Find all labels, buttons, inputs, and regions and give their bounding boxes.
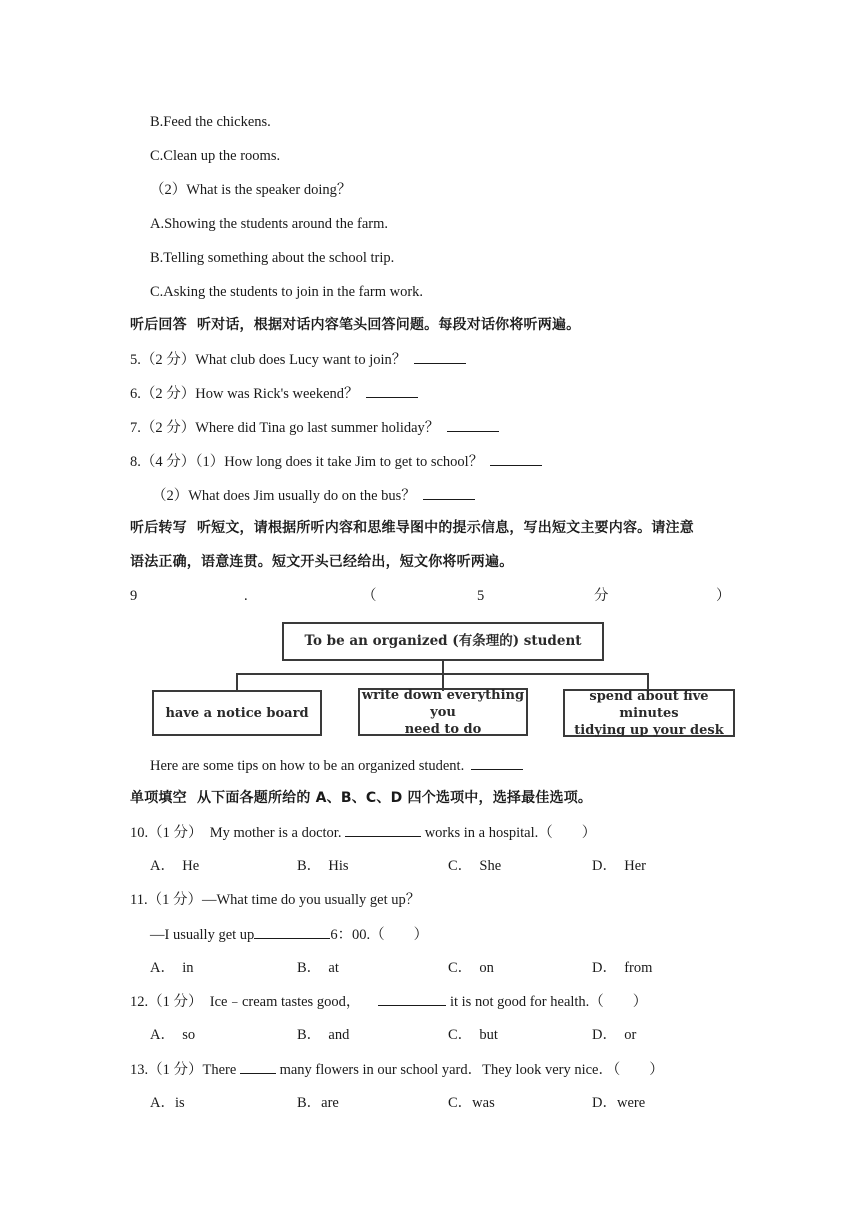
section-heading-retell-line2: 语法正确，语意连贯。短文开头已经给出，短文你将听两遍。 [130, 554, 514, 570]
q11-option-b[interactable]: B． at [297, 960, 339, 976]
q2-option-b: B.Telling something about the school trip. [150, 250, 395, 266]
answer-blank-8-2[interactable] [423, 485, 475, 500]
mind-map-root: To be an organized (有条理的) student [282, 622, 604, 661]
answer-blank-13[interactable] [240, 1059, 276, 1074]
section-heading-choice: 单项填空 从下面各题所给的 A、B、C、D 四个选项中，选择最佳选项。 [130, 790, 593, 806]
question-13-post: many flowers in our school yard．They look very nice．（ ） [279, 1062, 664, 1078]
answer-blank-9[interactable] [471, 755, 523, 770]
question-8-2 [152, 485, 475, 506]
question-9-number: 9 [130, 588, 138, 604]
question-12-post: it is not good for health.（ ） [446, 994, 648, 1010]
q12-option-a[interactable]: A． so [150, 1027, 196, 1043]
question-9-paren-right: ） [716, 588, 731, 604]
child-2-line-1: write down everything you [361, 687, 525, 720]
answer-blank-7[interactable] [447, 417, 499, 432]
answer-blank-5[interactable] [414, 349, 466, 364]
answer-blank-6[interactable] [366, 383, 418, 398]
child-3-line-1: spend about five minutes [589, 688, 709, 721]
section-heading-answer: 听后回答 听对话，根据对话内容笔头回答问题。每段对话你将听两遍。 [130, 317, 581, 333]
question-8-1-text: 8.（4 分）（1）How long does it take Jim to get to school？ [130, 454, 484, 470]
question-9-paren-left: （ [362, 588, 377, 604]
q13-option-a[interactable]: A．is [150, 1095, 185, 1111]
question-9-dot: . [244, 588, 248, 604]
question-13-pre: 13.（1 分）There [130, 1062, 237, 1078]
q2-option-c: C.Asking the students to join in the farm work. [150, 284, 424, 300]
q11-option-a[interactable]: A． in [150, 960, 194, 976]
question-12 [130, 991, 647, 1012]
question-8-2-text: （2）What does Jim usually do on the bus？ [152, 488, 416, 504]
child-3-line-2: tidying up your desk [574, 722, 724, 738]
question-11-post: 6：00.（ ） [330, 927, 429, 943]
q12-option-d[interactable]: D． or [592, 1027, 637, 1043]
q2-option-a: A.Showing the students around the farm. [150, 216, 389, 232]
connector-child-1 [236, 673, 238, 691]
question-5 [130, 349, 466, 370]
option-b: B.Feed the chickens. [150, 114, 271, 130]
q13-option-d[interactable]: D．were [592, 1095, 646, 1111]
retell-starter [150, 755, 523, 776]
q12-option-b[interactable]: B． and [297, 1027, 350, 1043]
q10-option-a[interactable]: A． He [150, 858, 200, 874]
question-5-text: 5.（2 分）What club does Lucy want to join？ [130, 352, 407, 368]
question-11-line-2 [150, 924, 428, 945]
q10-option-c[interactable]: C． She [448, 858, 502, 874]
question-11-pre: —I usually get up [150, 927, 255, 943]
question-10-post: works in a hospital.（ ） [421, 825, 597, 841]
answer-blank-10[interactable] [345, 822, 421, 837]
option-c: C.Clean up the rooms. [150, 148, 281, 164]
child-2-line-2: need to do [404, 721, 482, 737]
q10-option-b[interactable]: B． His [297, 858, 349, 874]
question-11-line-1: 11.（1 分）—What time do you usually get up？ [130, 892, 421, 908]
q11-option-d[interactable]: D． from [592, 960, 653, 976]
question-12-pre: 12.（1 分） Ice﹣cream tastes good， [130, 994, 361, 1010]
question-9-unit: 分 [594, 588, 609, 604]
section-heading-retell-line1: 听后转写 听短文，请根据所听内容和思维导图中的提示信息，写出短文主要内容。请注意 [130, 520, 694, 536]
question-10 [130, 822, 596, 843]
q11-option-c[interactable]: C． on [448, 960, 494, 976]
answer-blank-12[interactable] [378, 991, 446, 1006]
q13-option-c[interactable]: C．was [448, 1095, 495, 1111]
question-9-score: 5 [477, 588, 485, 604]
q10-option-d[interactable]: D． Her [592, 858, 646, 874]
answer-blank-11[interactable] [254, 924, 330, 939]
question-6-text: 6.（2 分）How was Rick's weekend？ [130, 386, 359, 402]
question-2: （2）What is the speaker doing？ [150, 182, 352, 198]
question-7 [130, 417, 499, 438]
question-8-1 [130, 451, 542, 472]
question-13 [130, 1059, 664, 1080]
question-10-pre: 10.（1 分） My mother is a doctor. [130, 825, 342, 841]
q13-option-b[interactable]: B．are [297, 1095, 339, 1111]
answer-blank-8-1[interactable] [490, 451, 542, 466]
retell-starter-text: Here are some tips on how to be an organized student. [150, 758, 465, 774]
mind-map-child-write-down [358, 688, 528, 736]
question-6 [130, 383, 418, 404]
q12-option-c[interactable]: C． but [448, 1027, 498, 1043]
mind-map-child-tidy-desk [563, 689, 735, 737]
mind-map-child-notice-board: have a notice board [152, 690, 322, 736]
question-7-text: 7.（2 分）Where did Tina go last summer holiday？ [130, 420, 440, 436]
